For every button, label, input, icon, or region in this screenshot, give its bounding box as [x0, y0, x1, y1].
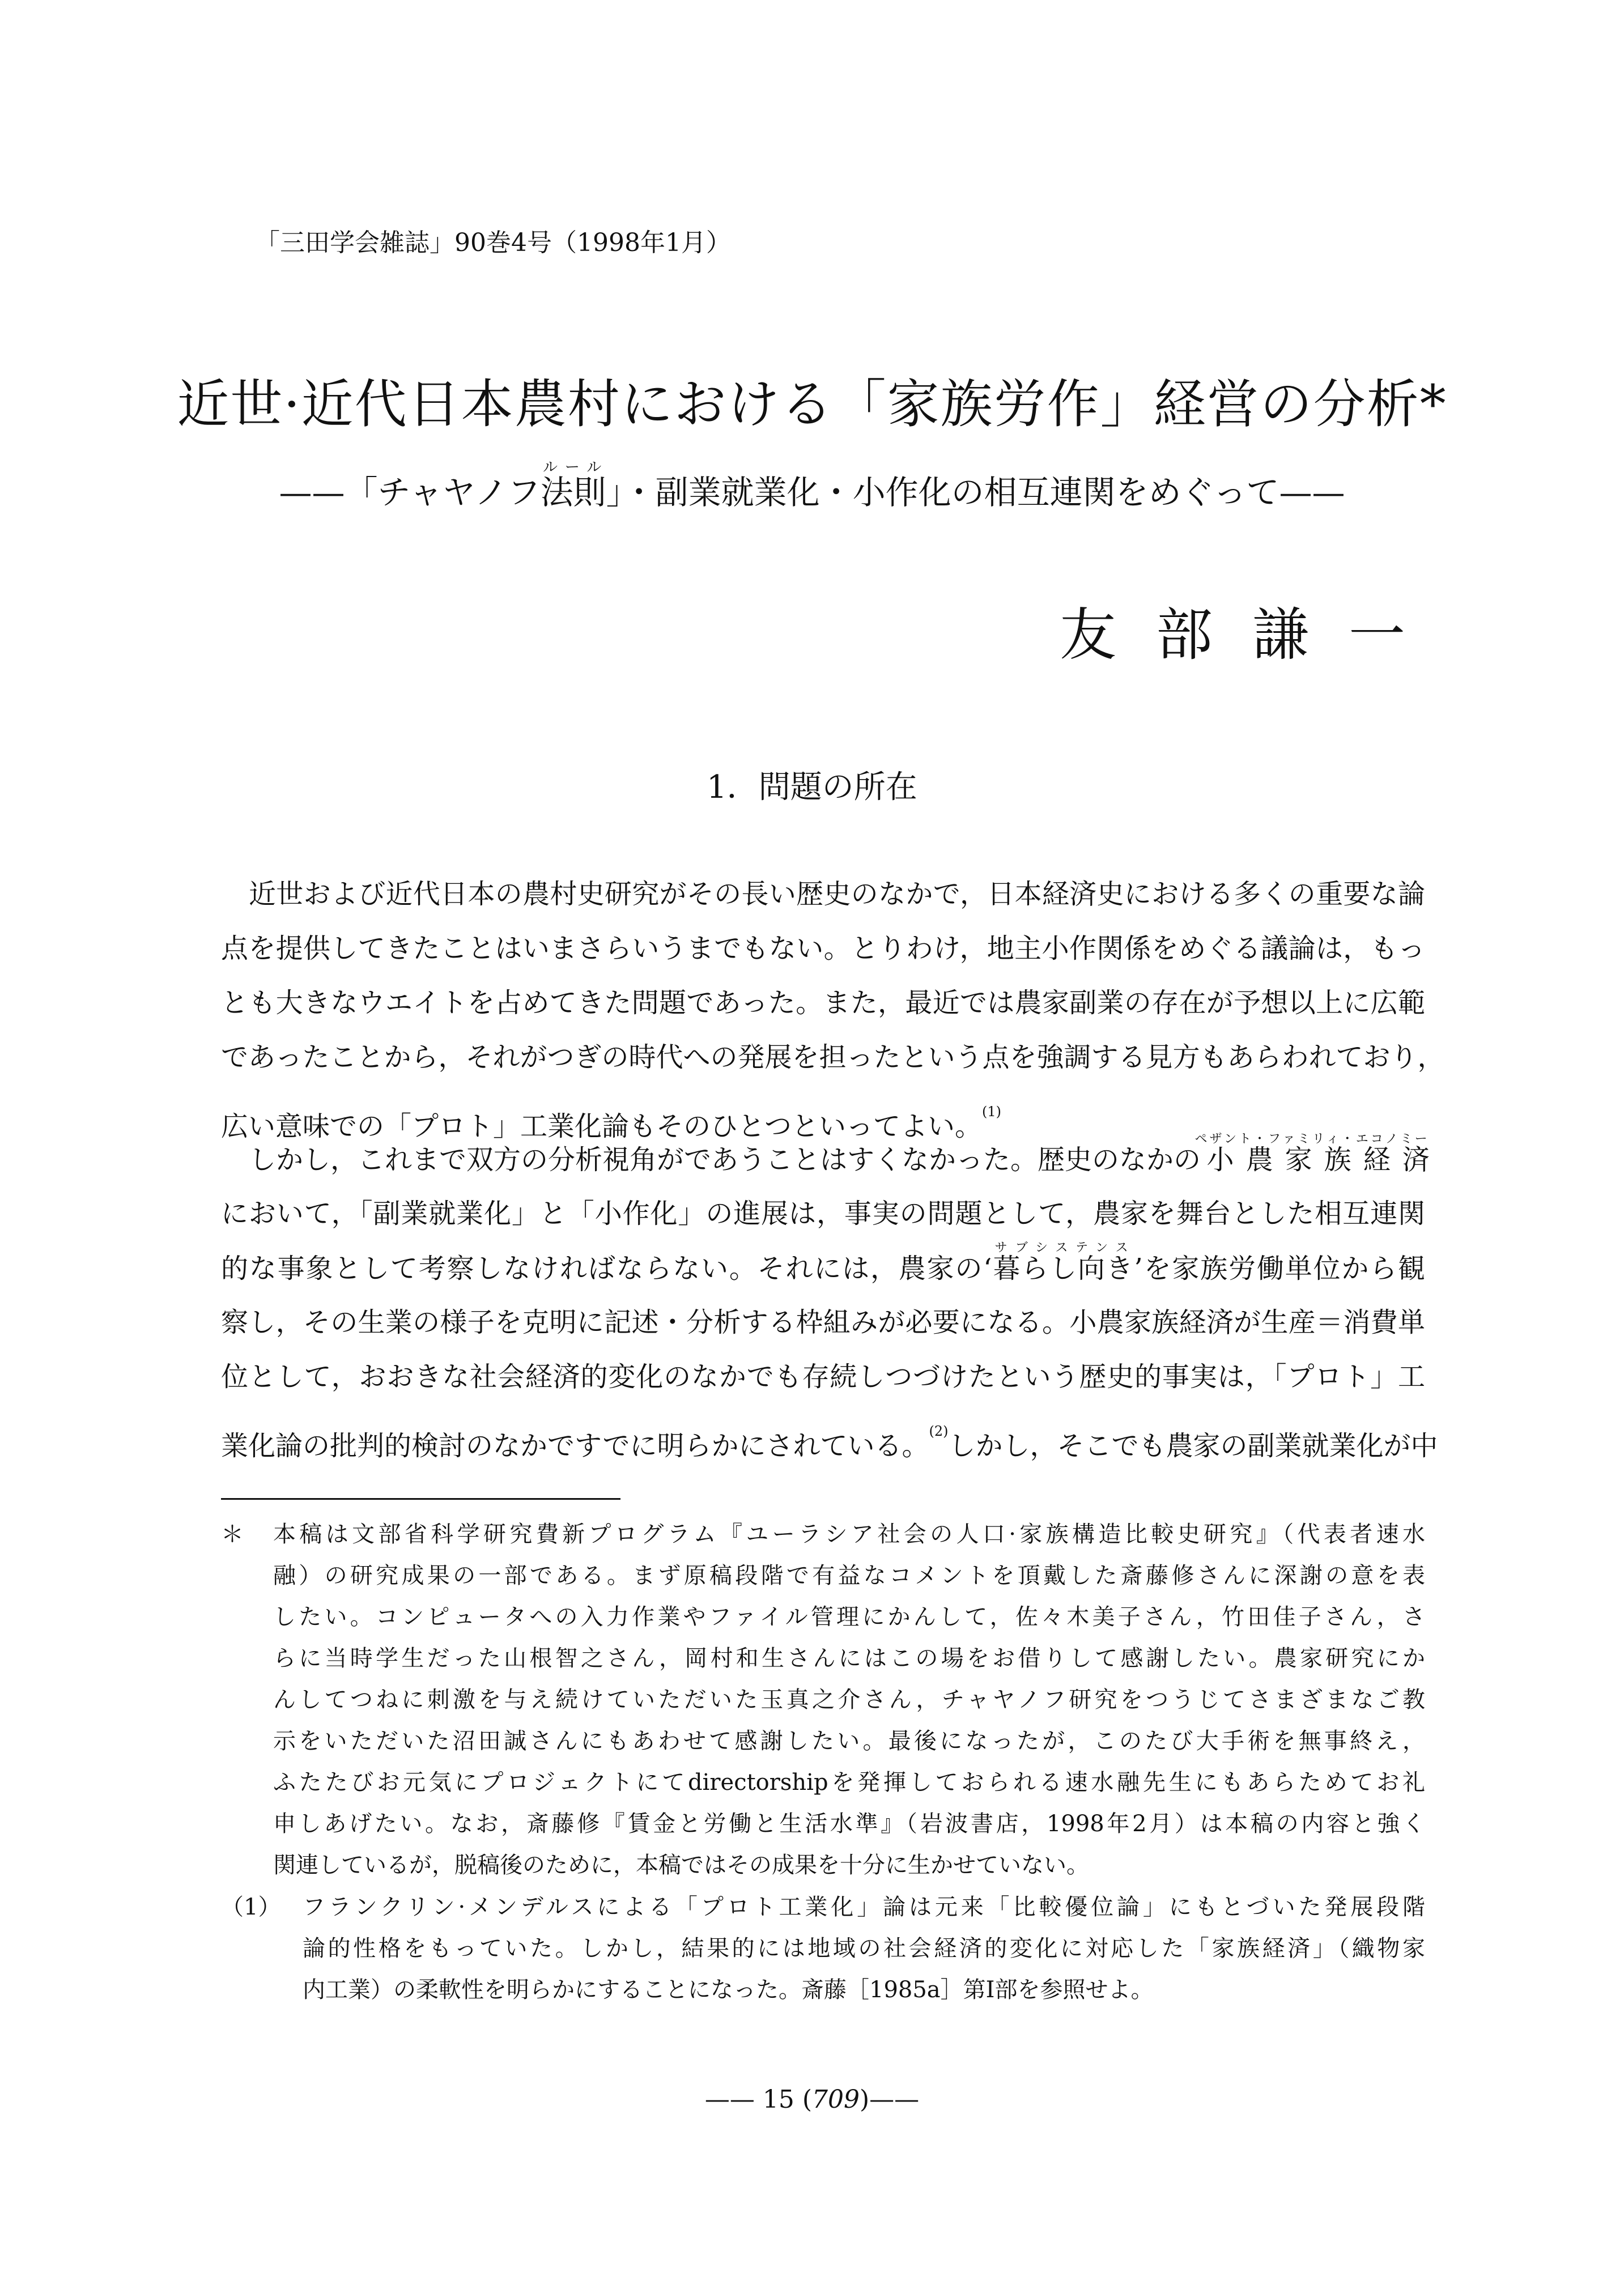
footnote-line: んしてつねに刺激を与え続けていただいた玉真之介さん，チャヤノフ研究をつうじてさまざまなご教: [273, 1687, 1425, 1713]
ruby-base: 小農家族経済: [1194, 1144, 1430, 1176]
text-line: [221, 1186, 1425, 1241]
text-line: [221, 921, 1425, 976]
ruby-text: ペザント・ファミリィ・エコノミー: [1194, 1132, 1430, 1146]
subtitle-after: 」・副業就業化・小作化の相互連関をめぐって——: [606, 473, 1345, 512]
text-run: しかし，そこでも農家の副業就業化が中: [948, 1430, 1438, 1462]
text-run: ’を家族労働単位から観: [1134, 1253, 1425, 1284]
footnote-mark: （1）: [221, 1894, 281, 1920]
ruby-annotated-term: [1194, 1132, 1430, 1176]
body-paragraph-2: [221, 1132, 1438, 1462]
footnote-line: 示をいただいた沼田誠さんにもあわせて感謝したい。最後になったが，このたび大手術を無事終え，: [273, 1728, 1425, 1754]
text-line: [221, 1295, 1425, 1350]
footnote-line: 本稿は文部省科学研究費新プログラム『ユーラシア社会の人口·家族構造比較史研究』（代表者速水: [273, 1521, 1425, 1547]
footnote-line: したい。コンピュータへの入力作業やファイル管理にかんして，佐々木美子さん，竹田佳子さん，さ: [273, 1604, 1425, 1630]
text-run: 察し，その生業の様子を克明に記述・分析する枠組みが必要になる。小農家族経済が生産＝消費単: [221, 1307, 1425, 1338]
ruby-base: 法則: [540, 473, 606, 512]
footnote-mark: ＊: [221, 1521, 244, 1547]
text-line: [221, 1404, 1438, 1462]
article-subtitle: [0, 459, 1624, 513]
footnote-line: 申しあげたい。なお，斎藤修『賃金と労働と生活水準』（岩波書店，1998年2月）は本稿の内容と強く: [273, 1811, 1425, 1837]
journal-citation: 「三田学会雑誌」90巻4号（1998年1月）: [255, 228, 731, 257]
text-run: 点を提供してきたことはいまさらいうまでもない。とりわけ，地主小作関係をめぐる議論は，もっ: [221, 933, 1425, 964]
text-line: [221, 1241, 1425, 1295]
text-line: [221, 1350, 1425, 1404]
subtitle-before: ——「チャヤノフ: [279, 473, 541, 512]
text-run: であったことから，それがつぎの時代への発展を担ったという点を強調する見方もあらわれており，: [221, 1041, 1445, 1073]
text-line: [221, 1132, 1430, 1186]
subtitle-ruby: [540, 459, 606, 512]
footnote-line: 関連しているが，脱稿後のために，本稿ではその成果を十分に生かせていない。: [273, 1852, 1089, 1878]
text-run: しかし，これまで双方の分析視角がであうことはすくなかった。歴史のなかの: [249, 1144, 1201, 1176]
footnote-line: ふたたびお元気にプロジェクトにてdirectorshipを発揮しておられる速水融先生にもあらためてお礼: [273, 1769, 1425, 1796]
text-run: 的な事象として考察しなければならない。それには，農家の‘: [221, 1253, 992, 1284]
text-run: 位として，おおきな社会経済的変化のなかでも存続しつづけたという歴史的事実は，「プロト」工: [221, 1361, 1425, 1393]
ruby-base: 暮らし向き: [992, 1253, 1134, 1284]
page-total-value: 709: [812, 2085, 860, 2114]
section-heading: 1．問題の所在: [707, 769, 917, 806]
text-line: [221, 867, 1425, 921]
footnote-divider: [221, 1498, 620, 1500]
text-run: 広い意味での「プロト」工業化論もそのひとつといってよい。: [221, 1111, 983, 1142]
footnote-acknowledgement: [221, 1514, 1425, 1886]
text-run: とも大きなウエイトを占めてきた問題であった。また，最近では農家副業の存在が予想以上に広範: [221, 987, 1425, 1019]
note-reference: (2): [929, 1423, 949, 1439]
text-run: 業化論の批判的検討のなかですでに明らかにされている。: [221, 1430, 929, 1462]
footnote-line: フランクリン·メンデルスによる「プロト工業化」論は元来「比較優位論」にもとづいた発展段階: [303, 1894, 1425, 1920]
text-run: 近世および近代日本の農村史研究がその長い歴史のなかで，日本経済史における多くの重要な論: [249, 878, 1425, 910]
text-line: [221, 1030, 1445, 1084]
article-title: 近世·近代日本農村における「家族労作」経営の分析*: [177, 374, 1447, 435]
footnote-line: 融）の研究成果の一部である。まず原稿段階で有益なコメントを頂戴した斎藤修さんに深謝の意を表: [273, 1563, 1425, 1589]
text-line: [221, 976, 1425, 1030]
ruby-text: サブシステンス: [992, 1241, 1133, 1255]
text-run: において，「副業就業化」と「小作化」の進展は，事実の問題として，農家を舞台とした相互連関: [221, 1198, 1425, 1230]
ruby-text: ルール: [540, 459, 606, 476]
note-reference: (1): [982, 1104, 1002, 1120]
author-name: 友部謙一: [1060, 602, 1445, 668]
page-number: —— 15 (709)——: [704, 2085, 920, 2114]
footnote-line: 内工業）の柔軟性を明らかにすることになった。斎藤［1985a］第Ⅰ部を参照せよ。: [303, 1977, 1154, 2003]
ruby-annotated-term: [992, 1241, 1134, 1284]
footnote-1: [221, 1887, 1425, 2011]
footnote-line: 論的性格をもっていた。しかし，結果的には地域の社会経済的変化に対応した「家族経済」（織物家: [303, 1935, 1425, 1962]
page-number-value: 15: [762, 2085, 794, 2114]
footnote-line: らに当時学生だった山根智之さん，岡村和生さんにはこの場をお借りして感謝したい。農家研究にか: [273, 1645, 1425, 1671]
